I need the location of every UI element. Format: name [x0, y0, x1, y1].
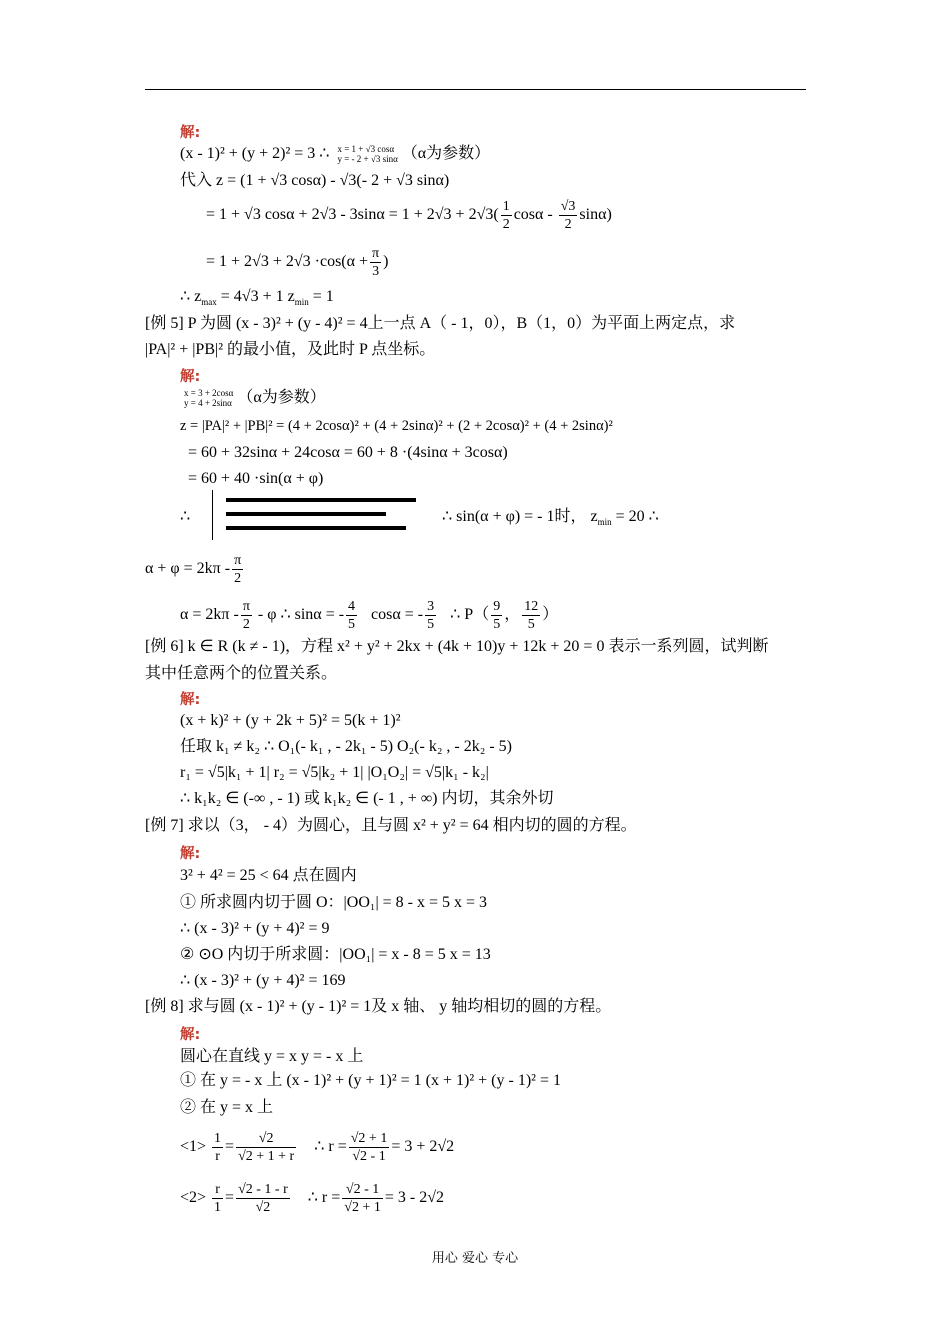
e7-line3: ∴ (x - 3)² + (y + 4)² = 9: [180, 920, 330, 937]
e5-line3: = 60 + 32sinα + 24cosα = 60 + 8 ·(4sinα + 3cosα): [188, 444, 508, 461]
solution-label: 解:: [180, 125, 201, 141]
e5-line5: ∴: [180, 508, 191, 525]
e6-title2: 其中任意两个的位置关系。: [145, 665, 338, 682]
e4-line3: = 1 + √3 cosα + 2√3 - 3sinα = 1 + 2√3 + 2√3( $\frac{1}{2}$ cosα - $\frac{√3}{2}$ sinα): [206, 199, 612, 232]
param-brace: x = 1 + √3 cosα y = - 2 + √3 sinα: [337, 144, 398, 165]
param-brace: x = 3 + 2cosα y = 4 + 2sinα: [184, 388, 234, 409]
e4-line4: = 1 + 2√3 + 2√3 ·cos(α + $\frac{\pi}{3}$ ): [206, 246, 389, 279]
solution-label: 解:: [180, 846, 201, 862]
solution-label: 解:: [180, 369, 201, 385]
e4-line2: 代入 z = (1 + √3 cosα) - √3(- 2 + √3 sinα): [180, 172, 450, 189]
page-footer: 用心 爱心 专心: [431, 1251, 519, 1266]
e5-title2: |PA|² + |PB|² 的最小值，及此时 P 点坐标。: [145, 341, 436, 358]
e8-line3: ② 在 y = x 上: [180, 1099, 274, 1116]
e6-line2: 任取 k₁ ≠ k₂ ∴ O₁(- k₁ , - 2k₁ - 5) O₂(- k₂ , - 2k₂ - 5): [180, 738, 512, 755]
e7-title: [例 7] 求以（3， - 4）为圆心，且与圆 x² + y² = 64 相内切的圆的方程。: [145, 817, 637, 834]
e6-line3: r₁ = √5|k₁ + 1| r₂ = √5|k₂ + 1| |O₁O₂| = √5|k₁ - k₂|: [180, 764, 489, 781]
e8-title: [例 8] 求与圆 (x - 1)² + (y - 1)² = 1及 x 轴、 y 轴均相切的圆的方程。: [145, 998, 612, 1015]
e5-line7: α = 2kπ - $\frac{\pi}{2}$ - φ ∴ sinα = - $\frac{4}{5}$ cosα = - $\frac{3}{5}$ ∴ P（ $\frac{9}{5}$ ， $\frac{12}{5}$ ）: [180, 599, 559, 632]
e7-line4: ② ⊙O 内切于所求圆：|OO₁| = x - 8 = 5 x = 13: [180, 946, 491, 963]
solution-label: 解:: [180, 1027, 201, 1043]
e4-line1: (x - 1)² + (y + 2)² = 3 ∴ x = 1 + √3 cosα y = - 2 + √3 sinα （α为参数）: [180, 144, 491, 165]
garbled-system-brace: [212, 490, 423, 540]
e4-line5: ∴ $z_{max} = 4√3 + 1$ $z_{min} = 1$: [180, 288, 334, 308]
e6-line1: (x + k)² + (y + 2k + 5)² = 5(k + 1)²: [180, 712, 401, 729]
e5-line6: α + φ = 2kπ - $\frac{\pi}{2}$: [145, 553, 242, 586]
e6-title: [例 6] k ∈ R (k ≠ - 1)，方程 x² + y² + 2kx + (4k + 10)y + 12k + 20 = 0 表示一系列圆，试判断: [145, 638, 769, 655]
solution-label: 解:: [180, 692, 201, 708]
e8-line1: 圆心在直线 y = x y = - x 上: [180, 1048, 364, 1065]
e5-line5b: ∴ sin(α + φ) = - 1时， $z_{min} = 20$ ∴: [442, 508, 659, 528]
e7-line5: ∴ (x - 3)² + (y + 4)² = 169: [180, 972, 346, 989]
e5-line1: x = 3 + 2cosα y = 4 + 2sinα （α为参数）: [184, 388, 326, 409]
e5-line2: z = |PA|² + |PB|² = (4 + 2cosα)² + (4 + 2sinα)² + (2 + 2cosα)² + (4 + 2sinα)²: [180, 418, 613, 434]
e8-line5: <2> $\frac{r}{1}$ = $\frac{√2 - 1 - r}{√2}$ ∴ r = $\frac{√2 - 1}{√2 + 1}$ = 3 - 2√2: [180, 1182, 445, 1215]
e6-line4: ∴ k₁k₂ ∈ (-∞ , - 1) 或 k₁k₂ ∈ (- 1 , + ∞) 内切，其余外切: [180, 790, 554, 807]
header-rule: [145, 89, 806, 90]
e7-line2: ① 所求圆内切于圆 O：|OO₁| = 8 - x = 5 x = 3: [180, 894, 488, 911]
e8-line4: <1> $\frac{1}{r}$ = $\frac{√2}{√2 + 1 + r}$ ∴ r = $\frac{√2 + 1}{√2 - 1}$ = 3 + 2√2: [180, 1131, 455, 1164]
e7-line1: 3² + 4² = 25 < 64 点在圆内: [180, 867, 357, 884]
e5-title: [例 5] P 为圆 (x - 3)² + (y - 4)² = 4上一点 A（ - 1，0），B（1，0）为平面上两定点，求: [145, 315, 736, 332]
e5-line4: = 60 + 40 ·sin(α + φ): [188, 470, 324, 487]
e8-line2: ① 在 y = - x 上 (x - 1)² + (y + 1)² = 1 (x + 1)² + (y - 1)² = 1: [180, 1072, 561, 1089]
